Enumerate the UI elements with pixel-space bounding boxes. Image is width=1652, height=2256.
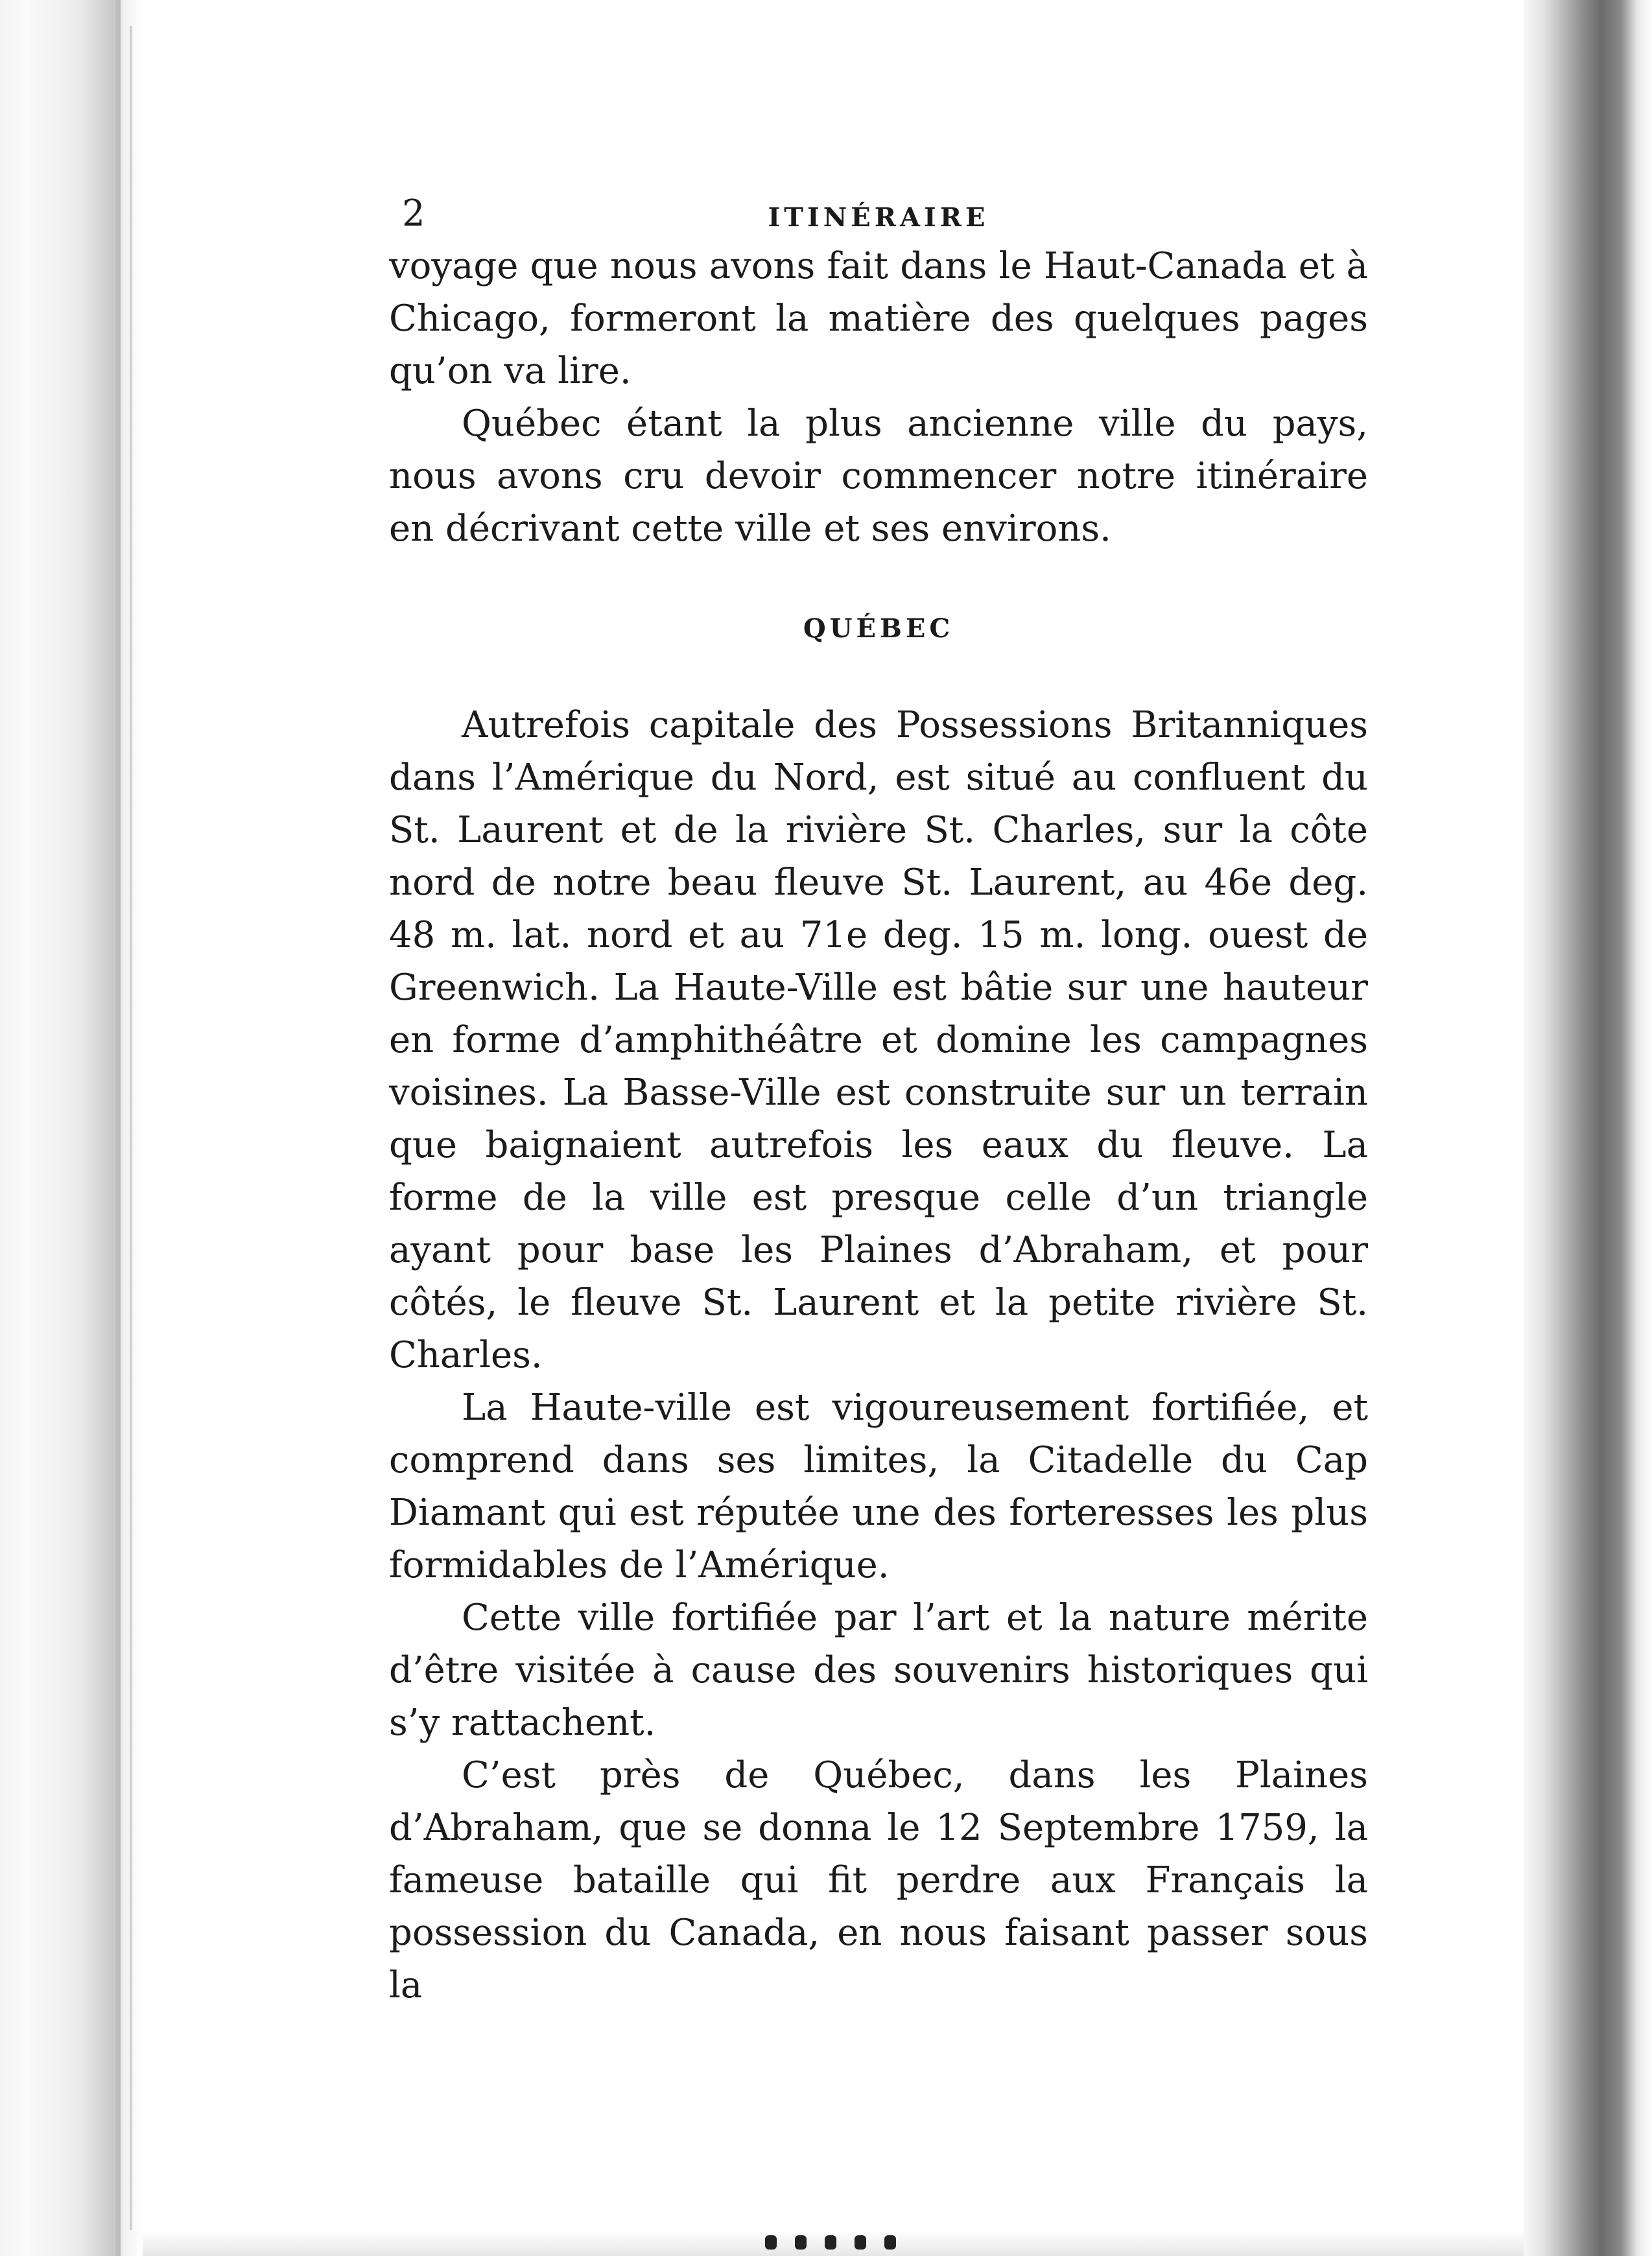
paragraph-continued: voyage que nous avons fait dans le Haut-Canada et à Chicago, formeront la matière des quelques pages qu’on va lire. xyxy=(389,245,1368,392)
scan-right-margin xyxy=(1524,0,1652,2256)
scan-left-margin xyxy=(0,0,143,2256)
page-number: 2 xyxy=(402,193,425,235)
paragraph: Cette ville fortifiée par l’art et la nature mérite d’être visitée à cause des souvenirs historiques qui s’y rattachent. xyxy=(389,1597,1368,1744)
paragraph: La Haute-ville est vigoureusement fortifiée, et comprend dans ses limites, la Citadelle du Cap Diamant qui est réputée une des forteresses les plus formidables de l’Amérique. xyxy=(389,1387,1368,1586)
scan-binding-shadow xyxy=(115,0,121,2256)
scan-page-edge xyxy=(130,26,132,2230)
paragraph: Québec étant la plus ancienne ville du pays, nous avons cru devoir commencer notre itinéraire en décrivant cette ville et ses environs. xyxy=(389,403,1368,550)
running-title: ITINÉRAIRE xyxy=(768,202,989,233)
book-page xyxy=(389,188,1368,2012)
paragraph: C’est près de Québec, dans les Plaines d’Abraham, que se donna le 12 Septembre 1759, la fameuse bataille qui fit perdre aux Français la possession du Canada, en nous faisant passer sous la xyxy=(389,1754,1368,2006)
running-head xyxy=(389,188,1368,240)
scan-bottom-marks xyxy=(765,2235,1413,2255)
section-heading: QUÉBEC xyxy=(803,613,954,644)
paragraph: Autrefois capitale des Possessions Britanniques dans l’Amérique du Nord, est situé au confluent du St. Laurent et de la rivière St. Charles, sur la côte nord de notre beau fleuve St. Laurent, au 46e deg. 48 m. lat. nord et au 71e deg. 15 m. long. ouest de Greenwich. La Haute-Ville est bâtie sur une hauteur en forme d’amphithéâtre et domine les campagnes voisines. La Basse-Ville est construite sur un terrain que baignaient autrefois les eaux du fleuve. La forme de la ville est presque celle d’un triangle ayant pour base les Plaines d’Abraham, et pour côtés, le fleuve St. Laurent et la petite rivière St. Charles. xyxy=(389,704,1368,1376)
